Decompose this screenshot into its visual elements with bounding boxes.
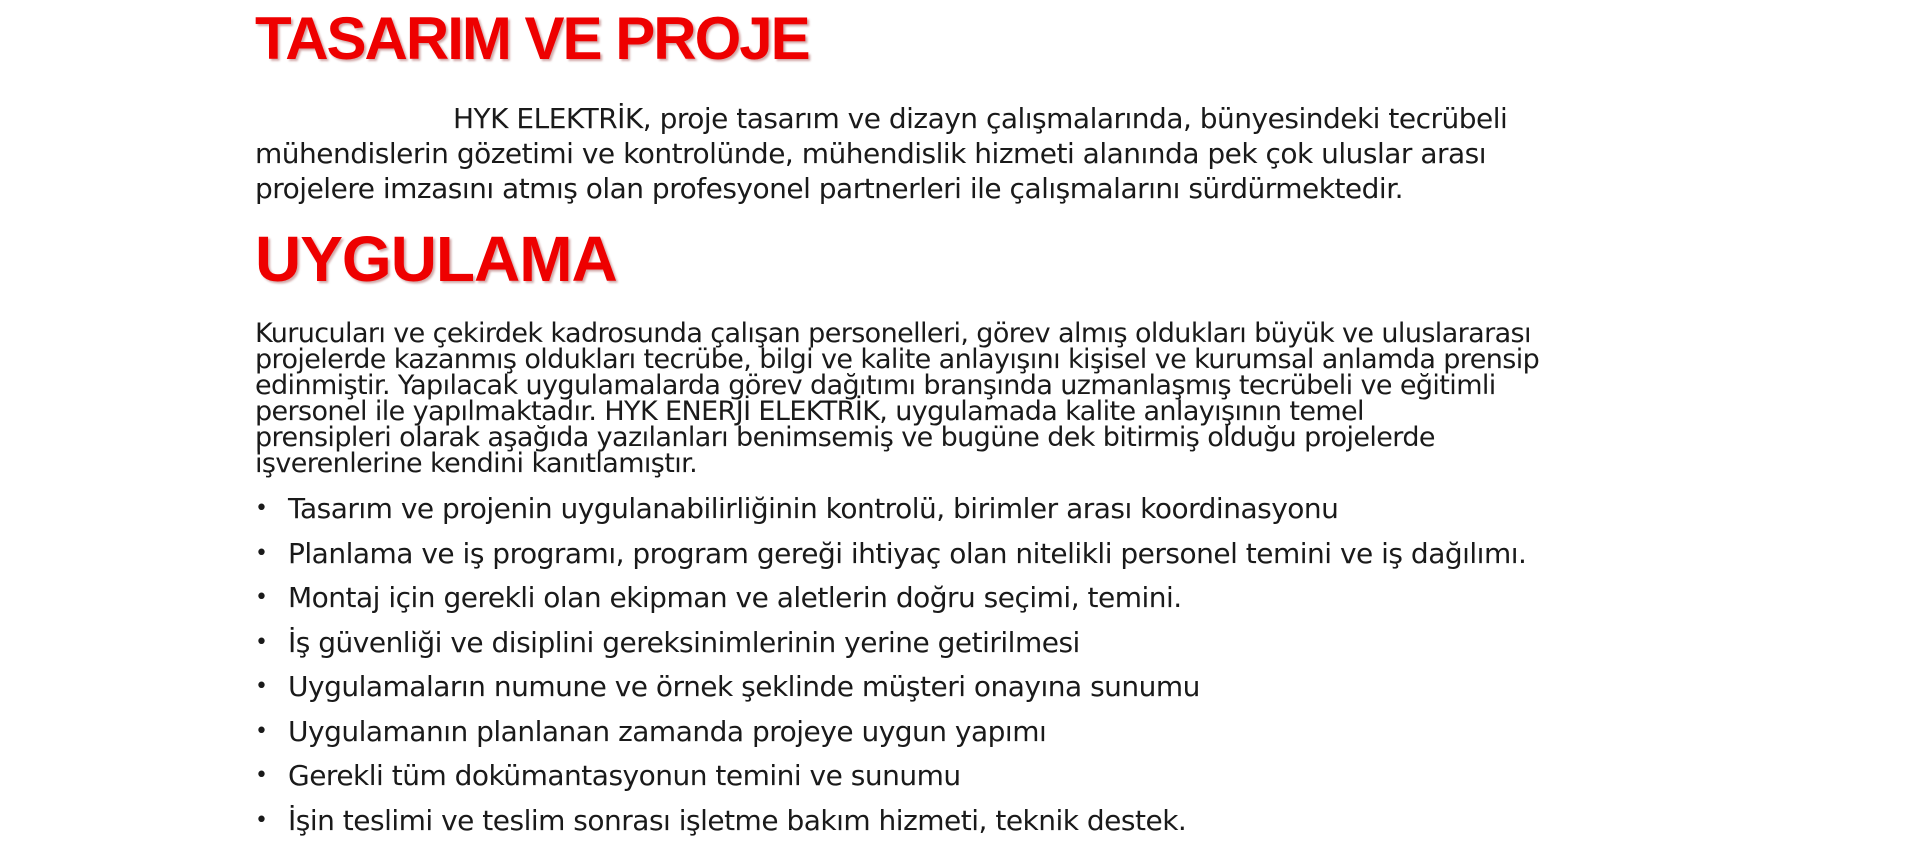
design-section-heading: TASARIM VE PROJE bbox=[255, 5, 809, 72]
bullet-icon: • bbox=[255, 718, 268, 744]
bullet-icon: • bbox=[255, 629, 268, 655]
list-item-text: Uygulamaların numune ve örnek şeklinde müşteri onayına sunumu bbox=[288, 670, 1200, 703]
application-paragraph-line: projelerde kazanmış oldukları tecrübe, bilgi ve kalite anlayışını kişisel ve kurumsal anlamda prensip bbox=[255, 344, 1540, 375]
application-paragraph-line: Kurucuları ve çekirdek kadrosunda çalışan personelleri, görev almış oldukları büyük ve uluslararası bbox=[255, 318, 1531, 349]
bullet-icon: • bbox=[255, 674, 268, 699]
application-section-heading: UYGULAMA bbox=[255, 223, 617, 295]
list-item-text: Tasarım ve projenin uygulanabilirliğinin kontrolü, birimler arası koordinasyonu bbox=[288, 492, 1339, 525]
bullet-icon: • bbox=[255, 540, 268, 566]
list-item-text: Planlama ve iş programı, program gereği ihtiyaç olan nitelikli personel temini ve iş dağılımı. bbox=[288, 536, 1527, 570]
application-paragraph-line: edinmiştir. Yapılacak uygulamalarda görev dağıtımı branşında uzmanlaşmış tecrübeli ve eğitimli bbox=[255, 370, 1496, 401]
bullet-icon: • bbox=[255, 496, 268, 521]
bullet-icon: • bbox=[255, 585, 268, 610]
application-paragraph-line: işverenlerine kendini kanıtlamıştır. bbox=[255, 448, 698, 479]
list-item-text: Uygulamanın planlanan zamanda projeye uygun yapımı bbox=[288, 714, 1047, 748]
bullet-icon: • bbox=[255, 763, 268, 788]
bullet-icon: • bbox=[255, 807, 268, 833]
application-paragraph-line: personel ile yapılmaktadır. HYK ENERJİ ELEKTRİK, uygulamada kalite anlayışının temel bbox=[255, 396, 1364, 427]
list-item-text: Montaj için gerekli olan ekipman ve aletlerin doğru seçimi, temini. bbox=[288, 581, 1182, 614]
design-paragraph-line: mühendislerin gözetimi ve kontrolünde, mühendislik hizmeti alanında pek çok uluslar arası bbox=[255, 137, 1487, 170]
application-paragraph-line: prensipleri olarak aşağıda yazılanları benimsemiş ve bugüne dek bitirmiş olduğu projelerde bbox=[255, 422, 1435, 453]
list-item-text: İşin teslimi ve teslim sonrası işletme bakım hizmeti, teknik destek. bbox=[288, 803, 1187, 837]
design-paragraph-line: HYK ELEKTRİK, proje tasarım ve dizayn çalışmalarında, bünyesindeki tecrübeli bbox=[453, 102, 1508, 135]
design-paragraph-line: projelere imzasını atmış olan profesyonel partnerleri ile çalışmalarını sürdürmektedir. bbox=[255, 172, 1404, 205]
list-item-text: İş güvenliği ve disiplini gereksinimlerinin yerine getirilmesi bbox=[288, 625, 1080, 659]
list-item-text: Gerekli tüm dokümantasyonun temini ve sunumu bbox=[288, 759, 961, 792]
